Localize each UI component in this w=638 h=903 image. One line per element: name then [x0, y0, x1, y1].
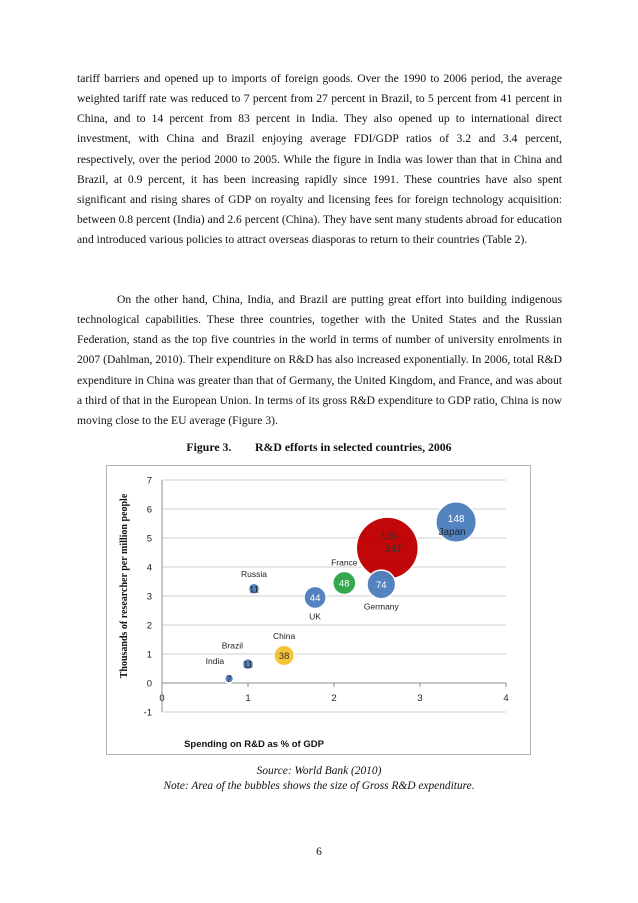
- y-tick-label: 7: [146, 475, 152, 487]
- bubble-value-china: 38: [278, 650, 290, 662]
- x-tick-label: 0: [159, 693, 165, 704]
- bubble-name-japan: Japan: [438, 527, 466, 539]
- x-tick-label: 2: [331, 693, 337, 704]
- y-tick-label: 3: [146, 591, 152, 603]
- y-tick-label: -1: [143, 707, 152, 719]
- bubble-name-germany: Germany: [363, 601, 399, 612]
- y-tick-label: 5: [146, 533, 152, 545]
- x-tick-label: 4: [503, 693, 509, 704]
- bubble-value-japan: 148: [447, 514, 465, 526]
- y-tick-label: 6: [146, 504, 152, 516]
- y-tick-label: 0: [146, 678, 152, 690]
- bubble-chart: [107, 466, 532, 756]
- bubble-name-uk: UK: [309, 611, 321, 622]
- page-number: 6: [316, 846, 322, 858]
- bubble-name-russia: Russia: [241, 569, 268, 580]
- figure-note: Note: Area of the bubbles shows the size of Gross R&D expenditure.: [163, 780, 475, 792]
- body-paragraph-1: tariff barriers and opened up to imports of foreign goods. Over the 1990 to 2006 period, the average weighted tariff rate was reduced to 7 percent from 27 percent in Brazil, to 5 percent from 41 percent in China, and to 14 percent from 83 percent in India. They also opened up to international direct investment, with China and Brazil enjoying average FDI/GDP ratios of 3.2 and 3.4 percent, respectively, over the period 2000 to 2005. While the figure in India was lower than that in China and Brazil, at 0.9 percent, it has been increasing rapidly since 1991. These countries have also spent significant and rising shares of GDP on royalty and licensing fees for foreign technology acquisition: between 0.8 percent (India) and 2.6 percent (China). They have sent many students abroad for education and introduced various policies to attract overseas diasporas to return to their countries (Table 2).: [77, 72, 562, 247]
- figure-number: Figure 3.: [186, 440, 232, 454]
- bubble-name-france: France: [331, 557, 358, 568]
- x-tick-label: 3: [417, 693, 423, 704]
- figure-source: Source: World Bank (2010): [256, 765, 382, 777]
- bubble-value-us: 347: [384, 544, 402, 556]
- bubble-name-china: China: [273, 631, 296, 642]
- bubble-chart-frame: [106, 465, 531, 755]
- y-tick-label: 1: [146, 649, 152, 661]
- bubble-value-uk: 44: [309, 592, 321, 604]
- bubble-value-brazil: 11: [243, 659, 253, 671]
- bubble-value-russia: 11: [249, 584, 259, 596]
- bubble-value-india: 7: [226, 674, 232, 686]
- y-axis-label: Thousands of researcher per million people: [119, 493, 130, 679]
- bubble-value-france: 48: [339, 578, 350, 590]
- figure-caption: [0, 440, 638, 455]
- bubble-name-us: US-: [381, 531, 399, 543]
- x-axis-label: Spending on R&D as % of GDP: [184, 739, 324, 750]
- figure-title: R&D efforts in selected countries, 2006: [255, 440, 452, 454]
- x-tick-label: 1: [245, 693, 251, 704]
- body-paragraph-2: On the other hand, China, India, and Brazil are putting great effort into building indigenous technological capabilities. These three countries, together with the United States and the Russian Federation, stand as the top five countries in the world in terms of number of university enrolments in 2007 (Dahlman, 2010). Their expenditure on R&D has also increased exponentially. In 2006, total R&D expenditure in China was greater than that of Germany, the United Kingdom, and France, and was about a third of that in the European Union. In terms of its gross R&D expenditure to GDP ratio, China is now moving close to the EU average (Figure 3).: [77, 293, 562, 427]
- y-tick-label: 4: [146, 562, 152, 574]
- bubble-value-germany: 74: [376, 579, 387, 591]
- y-tick-label: 2: [146, 620, 152, 632]
- bubble-name-brazil: Brazil: [221, 640, 243, 651]
- bubble-name-india: India: [205, 656, 225, 667]
